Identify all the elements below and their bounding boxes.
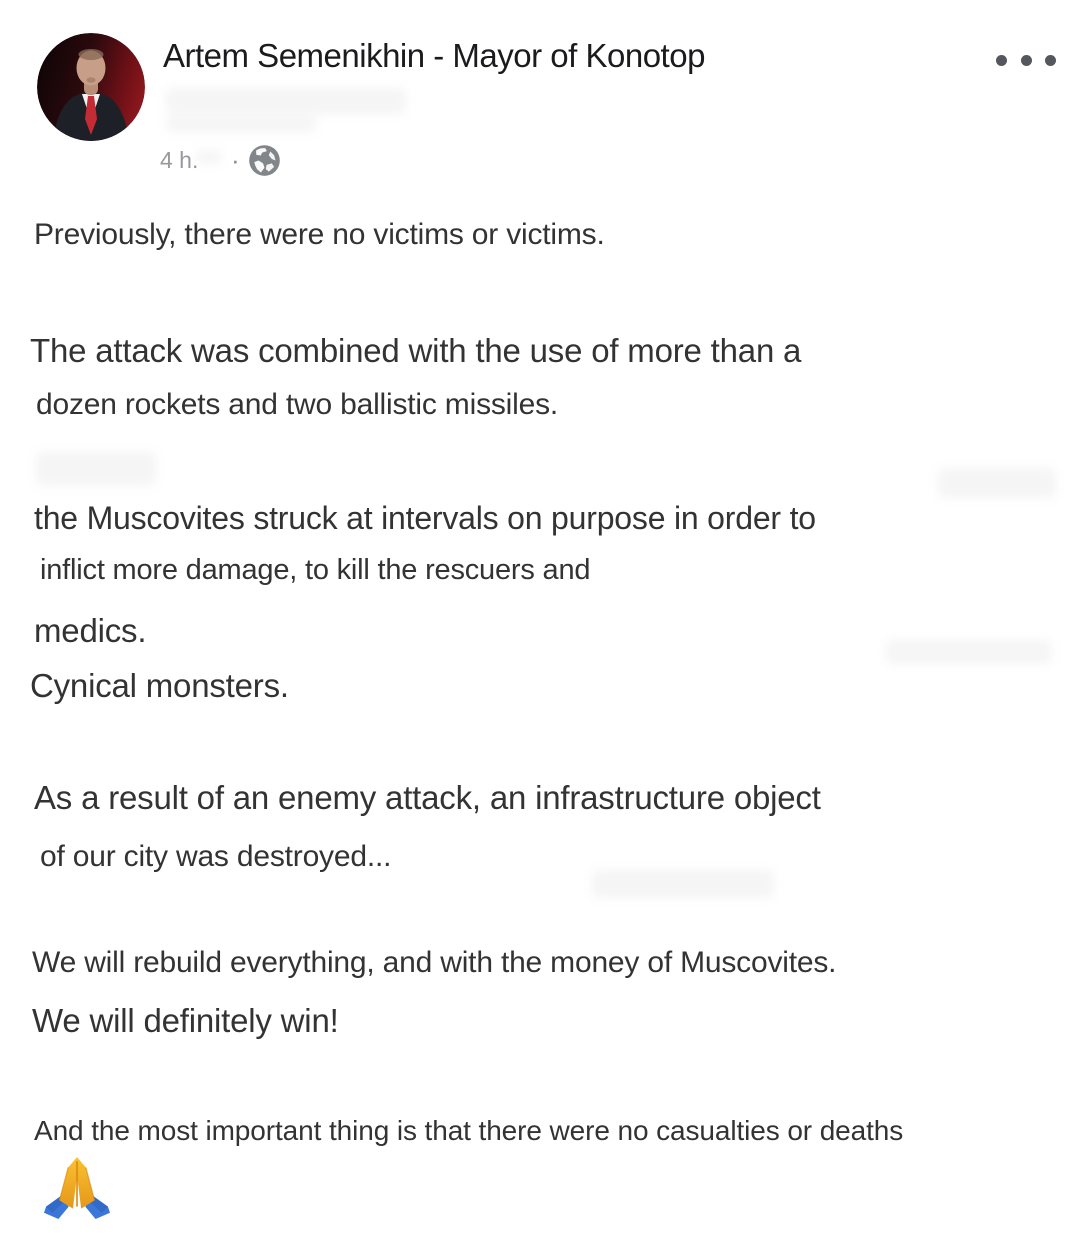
folded-hands-emoji <box>44 1155 110 1221</box>
erased-text-artifact <box>886 640 1052 664</box>
post-text-line: We will definitely win! <box>32 1002 339 1039</box>
avatar-portrait <box>37 33 145 141</box>
post-text-line: And the most important thing is that there were no casualties or deaths <box>34 1115 904 1146</box>
post-text-line: The attack was combined with the use of more than a <box>30 332 802 369</box>
ellipsis-icon <box>1045 55 1056 66</box>
post-text-line: As a result of an enemy attack, an infrastructure object <box>34 779 821 816</box>
post-text-line: the Muscovites struck at intervals on purpose in order to <box>34 500 816 536</box>
avatar[interactable] <box>37 33 145 141</box>
erased-text-artifact <box>196 150 222 164</box>
post-timestamp[interactable]: 4 h. <box>160 147 199 173</box>
post-text-line: We will rebuild everything, and with the money of Muscovites. <box>32 946 837 979</box>
globe-icon <box>247 143 282 178</box>
ellipsis-icon <box>1021 55 1032 66</box>
meta-separator-dot: · <box>231 145 240 175</box>
post-text-line: of our city was destroyed... <box>40 840 392 873</box>
erased-text-artifact <box>592 870 774 898</box>
more-options-button[interactable] <box>996 49 1056 71</box>
post-text-line: dozen rockets and two ballistic missiles. <box>36 388 559 421</box>
ellipsis-icon <box>996 55 1007 66</box>
post-text-line: inflict more damage, to kill the rescuers and <box>40 554 591 586</box>
author-name[interactable]: Artem Semenikhin - Mayor of Konotop <box>163 37 705 74</box>
erased-text-artifact <box>938 468 1056 498</box>
post-text-line: medics. <box>34 612 147 649</box>
post-text-line: Previously, there were no victims or victims. <box>34 218 605 251</box>
post-text-line: Cynical monsters. <box>30 667 289 704</box>
erased-text-artifact <box>166 88 406 114</box>
erased-text-artifact <box>166 116 316 132</box>
erased-text-artifact <box>36 452 156 486</box>
